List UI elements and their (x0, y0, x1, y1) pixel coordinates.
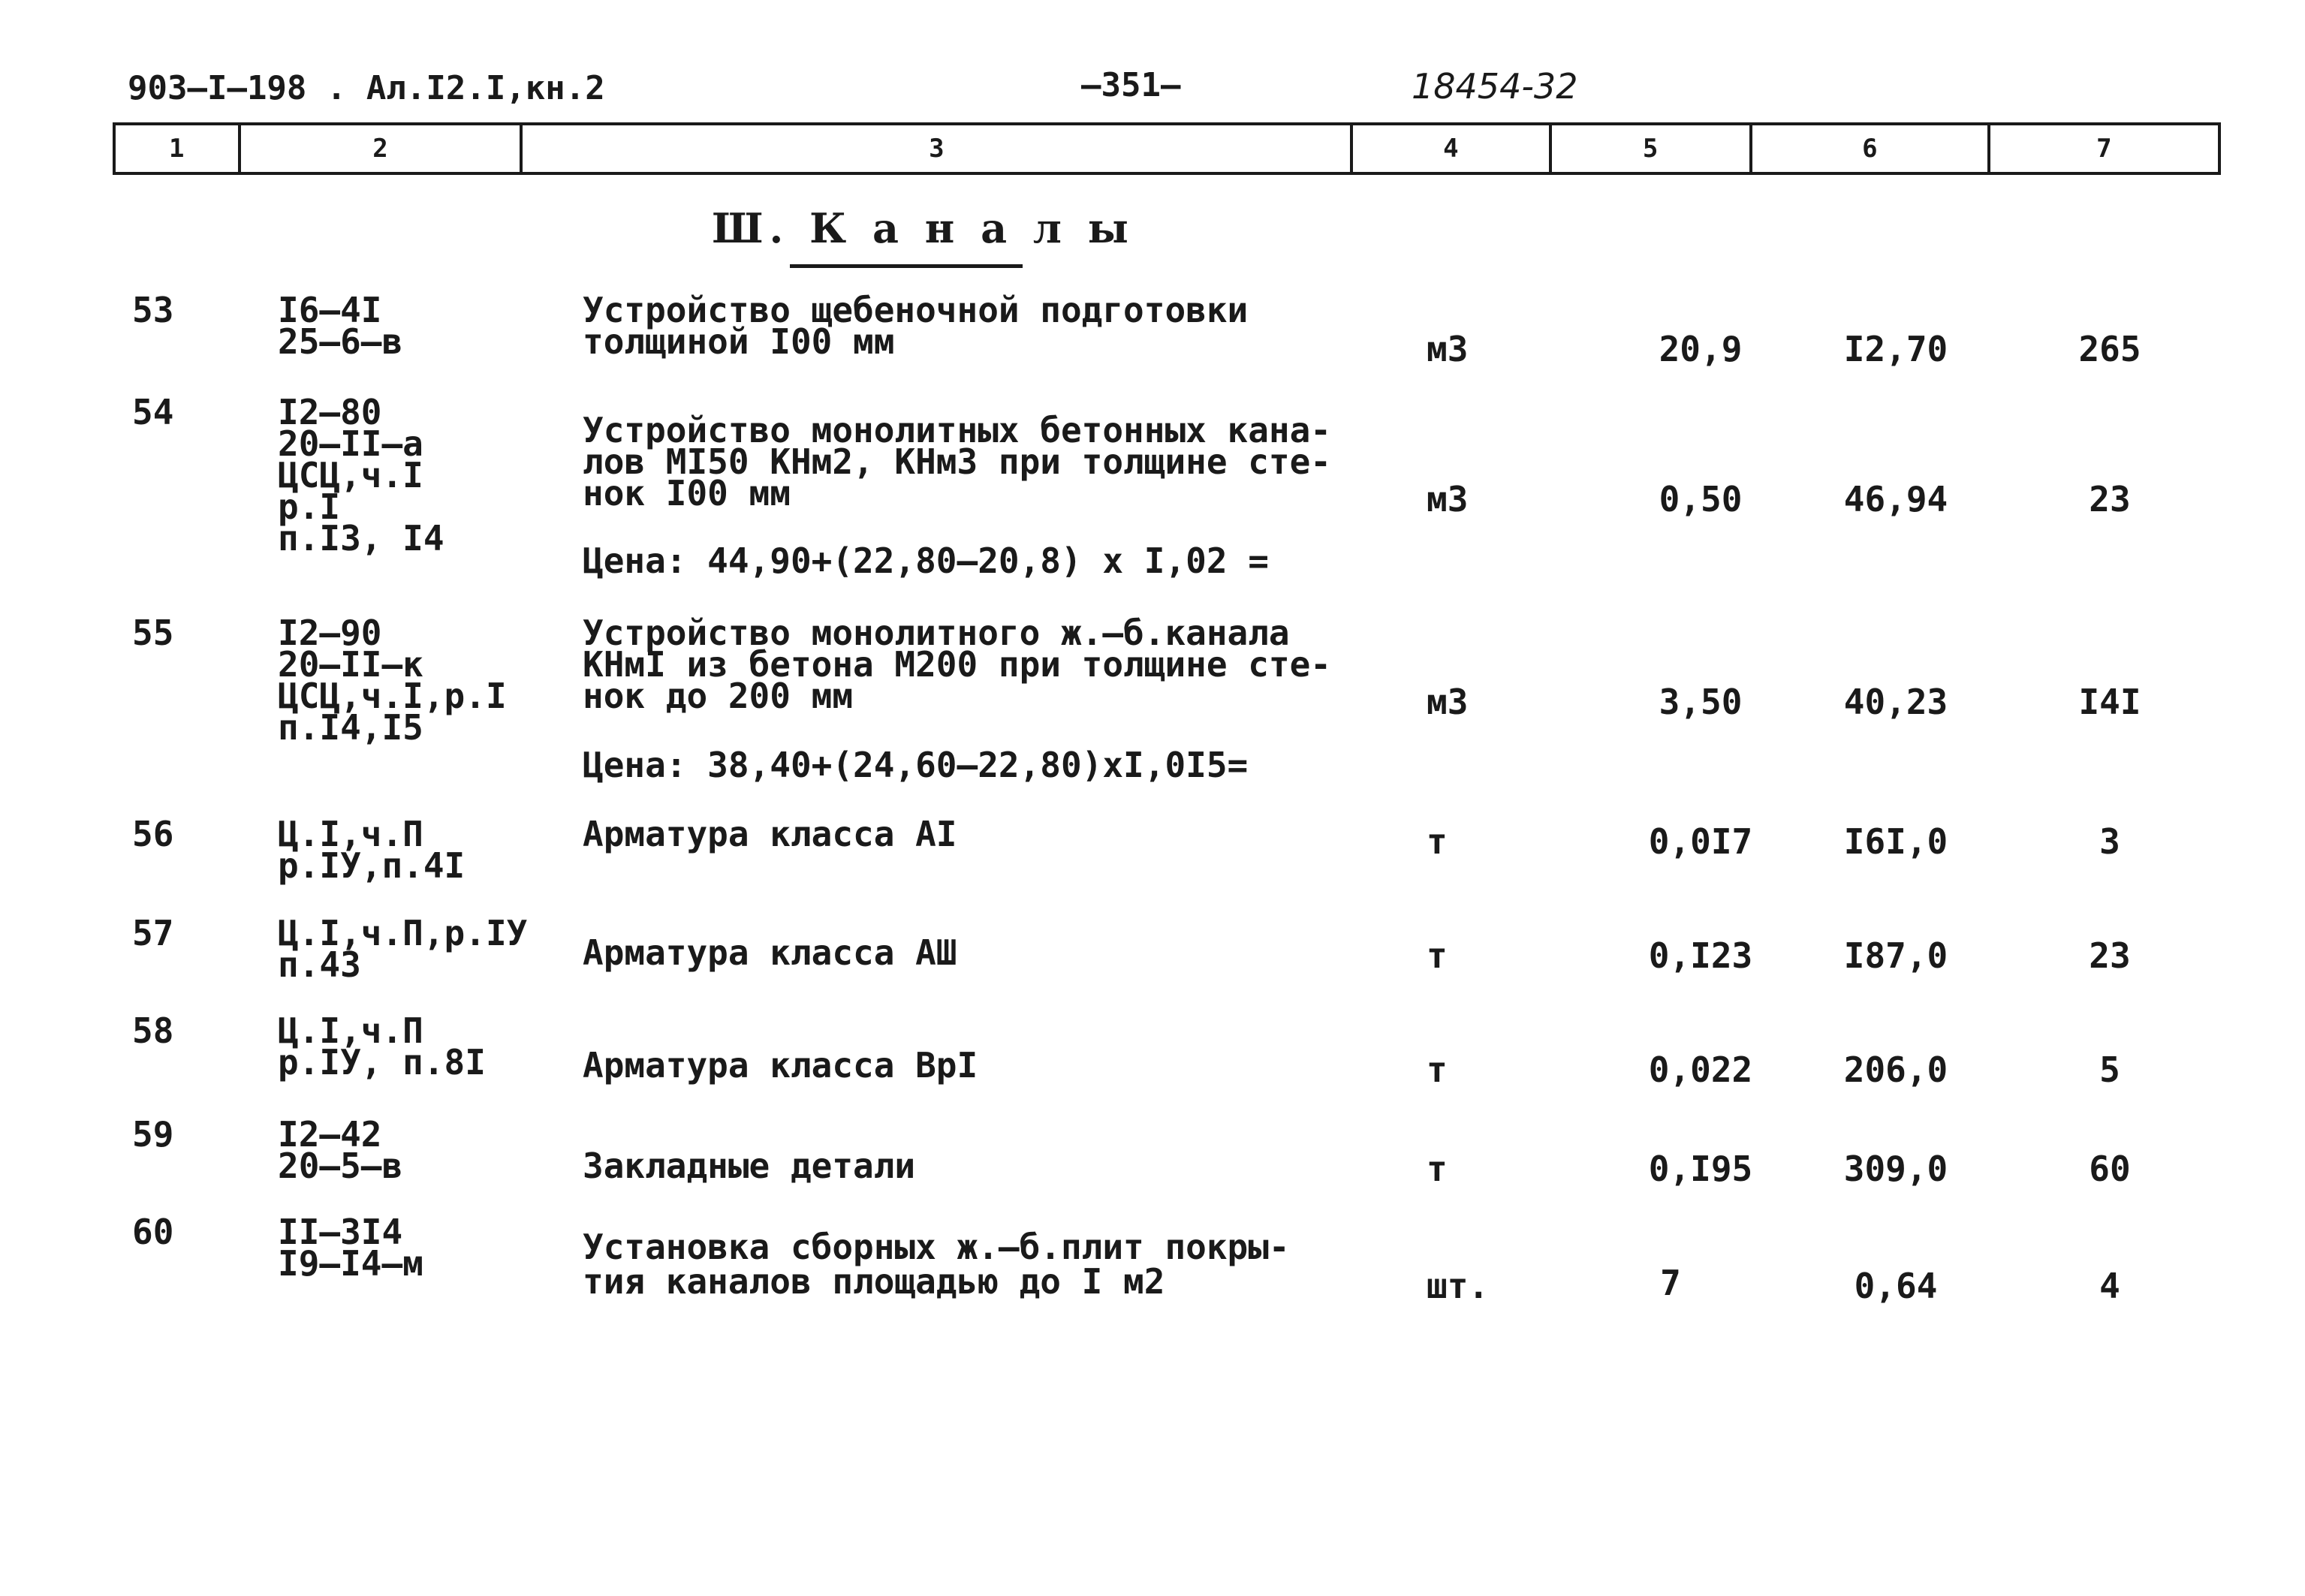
row-number: 56 (132, 814, 174, 854)
row-quantity: 0,0I7 (1648, 821, 1753, 862)
row-reference: 25–6–в (278, 321, 403, 362)
row-quantity: 0,022 (1648, 1049, 1753, 1090)
document-code: 903–I–198 . Ал.I2.I,кн.2 (128, 69, 605, 107)
row-number: 58 (132, 1010, 174, 1051)
row-reference: 20–II–к (278, 644, 423, 685)
section-title-underline (790, 264, 1023, 268)
row-total: 265 (2078, 329, 2141, 369)
handwritten-number: 18454-32 (1412, 66, 1578, 107)
row-reference: р.I (278, 486, 341, 527)
row-quantity: 0,I95 (1648, 1149, 1753, 1189)
row-description: Арматура класса АШ (583, 932, 957, 973)
row-description: КНмI из бетона М200 при толщине сте- (583, 644, 1331, 685)
row-unit-price: 206,0 (1843, 1049, 1948, 1090)
row-unit: м3 (1427, 329, 1469, 369)
row-reference: 20–5–в (278, 1146, 403, 1186)
row-unit-price: 0,64 (1854, 1266, 1938, 1306)
row-unit: т (1427, 1149, 1448, 1189)
row-reference: I2–42 (278, 1114, 382, 1155)
row-reference: I2–80 (278, 392, 382, 432)
row-description: лов МI50 КНм2, КНм3 при толщине сте- (583, 441, 1331, 482)
row-number: 60 (132, 1212, 174, 1252)
row-reference: I6–4I (278, 290, 382, 330)
row-description: тия каналов площадью до I м2 (583, 1261, 1165, 1302)
column-number: 1 (116, 125, 241, 172)
row-reference: п.I3, I4 (278, 518, 444, 559)
row-total: 5 (2099, 1049, 2120, 1090)
row-reference: Ц.I,ч.П,р.IУ (278, 913, 528, 953)
row-quantity: 0,I23 (1648, 935, 1753, 976)
row-reference: II–3I4 (278, 1212, 403, 1252)
row-number: 57 (132, 913, 174, 953)
row-unit: шт. (1427, 1266, 1490, 1306)
column-number: 7 (2096, 134, 2112, 164)
row-reference: Ц.I,ч.П (278, 1010, 423, 1051)
row-unit-price: I2,70 (1843, 329, 1948, 369)
row-description: Устройство монолитного ж.–б.канала (583, 613, 1290, 653)
row-quantity: 7 (1660, 1263, 1681, 1303)
row-quantity: 20,9 (1659, 329, 1743, 369)
row-unit-price: I87,0 (1843, 935, 1948, 976)
row-unit: т (1427, 1049, 1448, 1090)
row-reference: 20–II–а (278, 423, 423, 464)
row-unit: м3 (1427, 682, 1469, 722)
row-unit-price: I6I,0 (1843, 821, 1948, 862)
row-reference: I2–90 (278, 613, 382, 653)
row-description: Устройство щебеночной подготовки (583, 290, 1249, 330)
row-reference: р.IУ, п.8I (278, 1042, 486, 1083)
column-number: 6 (1752, 125, 1990, 172)
section-title: Ш. К а н а л ы (712, 204, 1134, 252)
column-number: 3 (523, 125, 1353, 172)
row-description: Устройство монолитных бетонных кана- (583, 410, 1331, 450)
row-reference: п.43 (278, 944, 361, 985)
row-reference: I9–I4–м (278, 1243, 423, 1284)
row-reference: п.I4,I5 (278, 707, 423, 748)
row-description: нок до 200 мм (583, 676, 854, 716)
row-total: 23 (2089, 479, 2131, 519)
row-unit-price: 46,94 (1843, 479, 1948, 519)
row-number: 55 (132, 613, 174, 653)
row-unit: т (1427, 935, 1448, 976)
row-total: 60 (2089, 1149, 2131, 1189)
row-unit: т (1427, 821, 1448, 862)
row-price-note: Цена: 44,90+(22,80–20,8) х I,02 = (583, 541, 1269, 581)
column-number-bar (113, 122, 2221, 175)
row-description: толщиной I00 мм (583, 321, 895, 362)
row-number: 53 (132, 290, 174, 330)
row-total: 3 (2099, 821, 2120, 862)
row-description: нок I00 мм (583, 473, 791, 513)
row-number: 59 (132, 1114, 174, 1155)
row-total: 23 (2089, 935, 2131, 976)
row-quantity: 3,50 (1659, 682, 1743, 722)
row-reference: ЦСЦ,ч.I,р.I (278, 676, 507, 716)
column-number: 4 (1353, 125, 1551, 172)
row-number: 54 (132, 392, 174, 432)
row-price-note: Цена: 38,40+(24,60–22,80)хI,0I5= (583, 745, 1249, 785)
row-description: Установка сборных ж.–б.плит покры- (583, 1227, 1290, 1267)
row-description: Закладные детали (583, 1146, 916, 1186)
row-reference: ЦСЦ,ч.I (278, 455, 423, 495)
column-number: 5 (1552, 125, 1752, 172)
row-total: 4 (2099, 1266, 2120, 1306)
row-description: Арматура класса АI (583, 814, 957, 854)
row-unit-price: 309,0 (1843, 1149, 1948, 1189)
row-reference: р.IУ,п.4I (278, 845, 466, 886)
row-unit: м3 (1427, 479, 1469, 519)
column-number: 2 (241, 125, 523, 172)
row-description: Арматура класса ВрI (583, 1045, 978, 1086)
page-number: —351— (1081, 66, 1181, 104)
row-quantity: 0,50 (1659, 479, 1743, 519)
row-unit-price: 40,23 (1843, 682, 1948, 722)
row-reference: Ц.I,ч.П (278, 814, 423, 854)
row-total: I4I (2078, 682, 2141, 722)
